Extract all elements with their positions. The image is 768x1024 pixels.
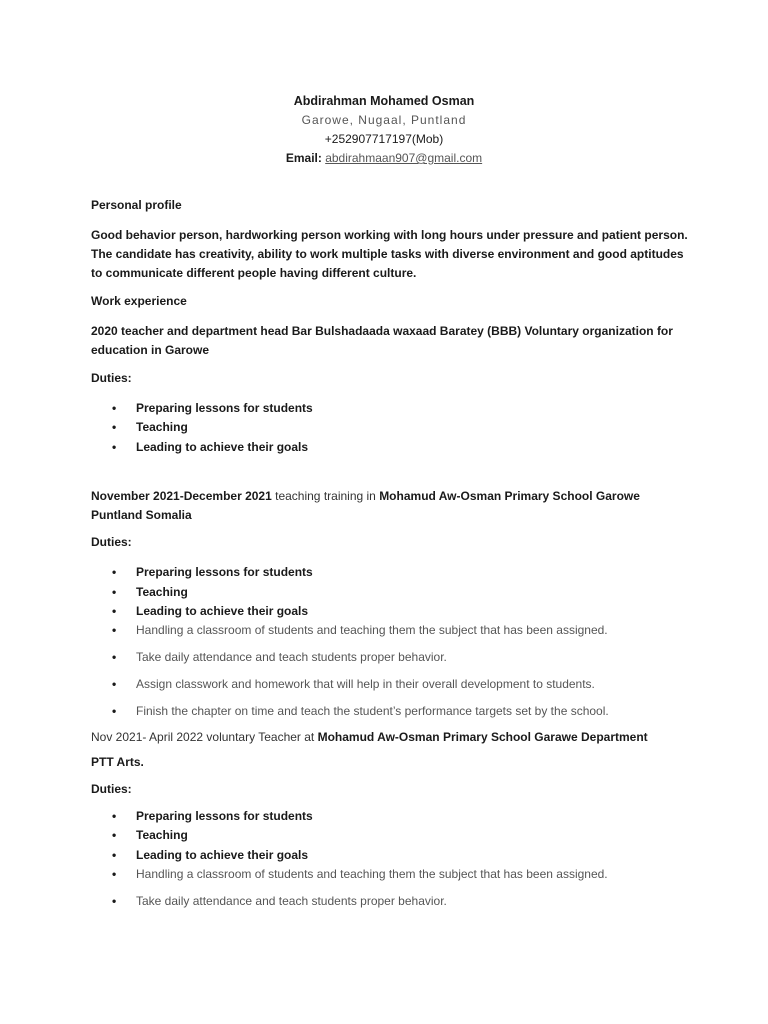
- job3-prefix: Nov 2021- April 2022 voluntary Teacher at: [91, 730, 318, 744]
- job2-date: November 2021-December 2021: [91, 489, 272, 503]
- bullet-icon: •: [112, 623, 117, 637]
- duty-item: Teaching: [136, 585, 188, 599]
- bullet-icon: •: [112, 604, 117, 618]
- job3-org: Mohamud Aw-Osman Primary School Garawe Department: [317, 730, 648, 744]
- bullet-icon: •: [112, 401, 117, 415]
- duty-item: Take daily attendance and teach students proper behavior.: [136, 894, 447, 908]
- work-heading: Work experience: [91, 294, 187, 308]
- bullet-icon: •: [112, 585, 117, 599]
- email-label: Email:: [285, 151, 322, 165]
- job1-duties-label: Duties:: [91, 371, 132, 385]
- bullet-icon: •: [112, 704, 117, 718]
- job2-line: Puntland Somalia: [91, 508, 192, 522]
- profile-line: The candidate has creativity, ability to work multiple tasks with diverse environment and good aptitudes: [91, 247, 684, 261]
- duty-item: Preparing lessons for students: [136, 565, 313, 579]
- profile-paragraph: [91, 226, 691, 283]
- job1-line: education in Garowe: [91, 343, 210, 357]
- job3-title-line: [91, 730, 648, 744]
- duty-item: Assign classwork and homework that will help in their overall development to students.: [136, 677, 595, 691]
- bullet-icon: •: [112, 440, 117, 454]
- duty-item: Leading to achieve their goals: [136, 604, 309, 618]
- candidate-email-line: [0, 151, 768, 165]
- duty-item: Leading to achieve their goals: [136, 848, 309, 862]
- job2-line: [91, 487, 691, 506]
- bullet-icon: •: [112, 867, 117, 881]
- bullet-icon: •: [112, 828, 117, 842]
- job2-duties-label: Duties:: [91, 535, 132, 549]
- email-link[interactable]: abdirahmaan907@gmail.com: [325, 151, 483, 165]
- duty-item: Take daily attendance and teach students proper behavior.: [136, 650, 447, 664]
- duty-item: Finish the chapter on time and teach the student’s performance targets set by the school.: [136, 704, 609, 718]
- profile-line: Good behavior person, hardworking person working with long hours under pressure and patient person.: [91, 228, 688, 242]
- bullet-icon: •: [112, 894, 117, 908]
- duty-item: Teaching: [136, 828, 188, 842]
- job2-mid: teaching training in: [271, 489, 380, 503]
- bullet-icon: •: [112, 565, 117, 579]
- duty-item: Handling a classroom of students and teaching them the subject that has been assigned.: [136, 867, 608, 881]
- candidate-phone: +252907717197(Mob): [324, 132, 444, 146]
- profile-heading: Personal profile: [91, 198, 182, 212]
- duty-item: Preparing lessons for students: [136, 809, 313, 823]
- job1-line: 2020 teacher and department head Bar Bulshadaada waxaad Baratey (BBB) Voluntary organization for: [91, 324, 673, 338]
- duty-item: Leading to achieve their goals: [136, 440, 309, 454]
- bullet-icon: •: [112, 809, 117, 823]
- job2-org: Mohamud Aw-Osman Primary School Garowe: [379, 489, 640, 503]
- candidate-location: Garowe, Nugaal, Puntland: [301, 113, 467, 127]
- duty-item: Handling a classroom of students and teaching them the subject that has been assigned.: [136, 623, 608, 637]
- job3-duties-label: Duties:: [91, 782, 132, 796]
- bullet-icon: •: [112, 650, 117, 664]
- bullet-icon: •: [112, 677, 117, 691]
- profile-line: to communicate different people having different culture.: [91, 266, 417, 280]
- job2-title: [91, 487, 691, 525]
- bullet-icon: •: [112, 848, 117, 862]
- job3-title-line2: PTT Arts.: [91, 755, 144, 769]
- duty-item: Preparing lessons for students: [136, 401, 313, 415]
- duty-item: Teaching: [136, 420, 188, 434]
- candidate-name: Abdirahman Mohamed Osman: [293, 94, 475, 108]
- bullet-icon: •: [112, 420, 117, 434]
- job1-title: [91, 322, 691, 360]
